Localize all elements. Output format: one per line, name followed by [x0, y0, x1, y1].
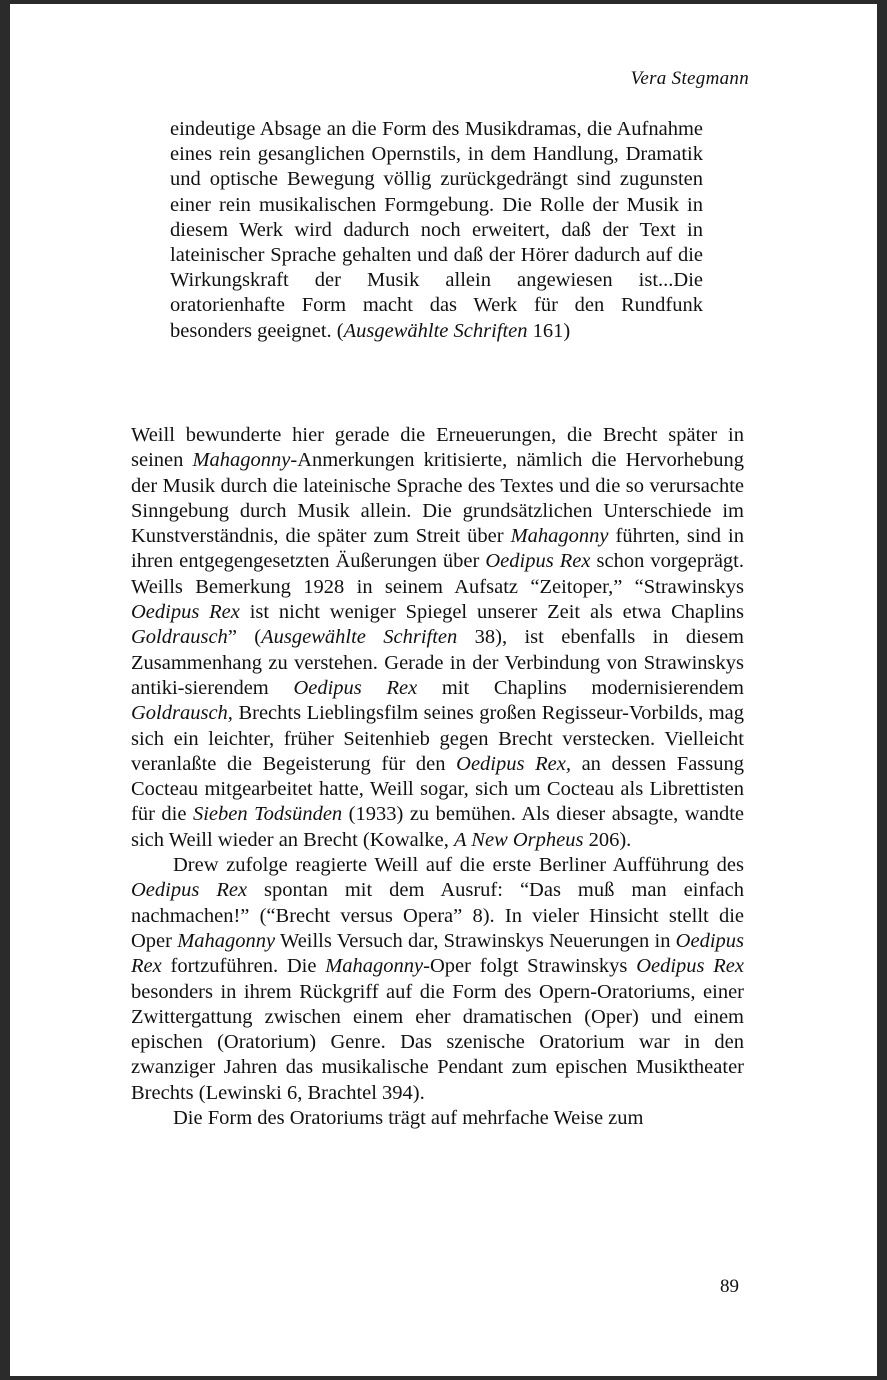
page-number: 89	[720, 1276, 739, 1297]
paragraph-1: Weill bewunderte hier gerade die Erneuerungen, die Brecht später in seinen Mahagonny-Anmerkungen kritisierte, nämlich die Hervorhebung der Musik durch die lateinische Sprache des Textes und die so verursachte Sinngebung durch Musik allein. Die grundsätzlichen Unterschiede im Kunstverständnis, die später zum Streit über Mahagonny führten, sind in ihren entgegengesetzten Äußerungen über Oedipus Rex schon vorgeprägt. Weills Bemerkung 1928 in seinem Aufsatz “Zeitoper,” “Strawinskys Oedipus Rex ist nicht weniger Spiegel unserer Zeit als etwa Chaplins Goldrausch” (Ausgewählte Schriften 38), ist ebenfalls in diesem Zusammenhang zu verstehen. Gerade in der Verbindung von Strawinskys antiki-sierendem Oedipus Rex mit Chaplins modernisierendem Goldrausch, Brechts Lieblingsfilm seines großen Regisseur-Vorbilds, mag sich ein leichter, früher Seitenhieb gegen Brecht verstecken. Vielleicht veranlaßte die Begeisterung für den Oedipus Rex, an dessen Fassung Cocteau mitgearbeitet hatte, Weill sogar, sich um Cocteau als Librettisten für die Sieben Todsünden (1933) zu bemühen. Als dieser absagte, wandte sich Weill wieder an Brecht (Kowalke, A New Orpheus 206).	[131, 424, 745, 851]
quote-paragraph: eindeutige Absage an die Form des Musikdramas, die Aufnahme eines rein gesanglichen Opernstils, in dem Handlung, Dramatik und optische Bewegung völlig zurückgedrängt sind zugunsten einer rein musikalischen Formgebung. Die Rolle der Musik in diesem Werk wird dadurch noch erweitert, daß der Text in lateinischer Sprache gehalten und daß der Hörer dadurch auf die Wirkungskraft der Musik allein angewiesen ist...Die oratorienhafte Form macht das Werk für den Rundfunk besonders geeignet. (Ausgewählte Schriften 161)	[170, 118, 703, 342]
block-quote	[170, 117, 703, 344]
running-head: Vera Stegmann	[630, 68, 749, 89]
paragraph-2: Drew zufolge reagierte Weill auf die erste Berliner Aufführung des Oedipus Rex spontan mit dem Ausruf: “Das muß man einfach nachmachen!” (“Brecht versus Opera” 8). In vieler Hinsicht stellt die Oper Mahagonny Weills Versuch dar, Strawinskys Neuerungen in Oedipus Rex fortzuführen. Die Mahagonny-Oper folgt Strawinskys Oedipus Rex besonders in ihrem Rückgriff auf die Form des Opern-Oratoriums, einer Zwittergattung zwischen einem eher dramatischen (Oper) und einem epischen (Oratorium) Genre. Das szenische Oratorium war in den zwanziger Jahren das musikalische Pendant zum epischen Musiktheater Brechts (Lewinski 6, Brachtel 394).	[131, 854, 744, 1104]
page	[10, 4, 877, 1376]
paragraph-3: Die Form des Oratoriums trägt auf mehrfache Weise zum	[173, 1107, 644, 1130]
body-text	[131, 423, 744, 1131]
citation-title: Ausgewählte Schriften	[343, 319, 528, 342]
